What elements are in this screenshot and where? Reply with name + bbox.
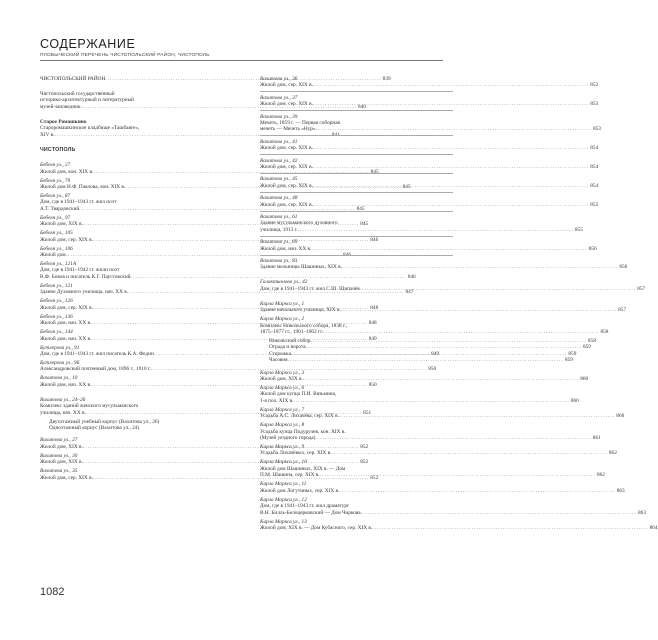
dot-leader bbox=[288, 357, 564, 363]
toc-entry-text: музей-заповедник bbox=[40, 103, 81, 110]
street-address: Карла Маркса ул., 10 bbox=[260, 459, 307, 466]
toc-entry-text: мечеть — Мечеть «Нур» bbox=[260, 126, 316, 133]
toc-entry-text: Жилой дом, XIX в. bbox=[260, 376, 303, 383]
page-number: 1082 bbox=[40, 586, 65, 598]
toc-page-number: 859 bbox=[568, 350, 577, 357]
street-address: Галактионова ул., 42 bbox=[260, 279, 308, 286]
street-address: Бебеля ул., 79 bbox=[40, 177, 71, 184]
toc-entry-line[interactable] bbox=[40, 273, 416, 280]
toc-entry-description: Дом, где в 1941–1943 гг. жил поэт bbox=[40, 199, 117, 206]
entry-divider bbox=[260, 192, 453, 193]
toc-entry-text: Дом, где в 1941–1943 гг. жил писатель К.А. Федин bbox=[40, 350, 154, 357]
toc-entry-description: Чистопольский государственный bbox=[40, 91, 115, 97]
toc-page-number: 846 bbox=[407, 273, 416, 280]
dot-leader bbox=[313, 145, 589, 151]
toc-page-number: 857 bbox=[637, 285, 646, 292]
toc-entry-text: училища, 1913 г. bbox=[260, 226, 298, 233]
toc-entry-text: Жилой дом, XIX в. — Дом Кубасного, сер. XIX в. bbox=[260, 524, 373, 531]
toc-page-number: 847 bbox=[405, 289, 414, 296]
street-address: Бебеля ул., 27 bbox=[40, 162, 71, 169]
toc-page-number: 855 bbox=[590, 201, 599, 208]
street-address: Вахитова ул., 10 bbox=[40, 375, 78, 382]
toc-page-number: 852 bbox=[360, 443, 369, 450]
toc-page-number: 854 bbox=[590, 145, 599, 152]
toc-entry-text: XIV в. bbox=[40, 131, 55, 138]
street-address: Карла Маркса ул., 2 bbox=[260, 316, 305, 323]
street-address: Бебеля ул., 87 bbox=[40, 193, 71, 200]
street-address: Карла Маркса ул., 1 bbox=[260, 300, 305, 307]
toc-entry-text: Жилой дом, XIX в. bbox=[40, 459, 83, 466]
dot-leader bbox=[339, 413, 615, 419]
street-address: Вахитова ул., 35 bbox=[40, 468, 78, 475]
toc-entry-line[interactable] bbox=[260, 226, 583, 233]
dot-leader bbox=[313, 164, 589, 170]
dot-leader bbox=[342, 264, 618, 270]
toc-entry-line[interactable] bbox=[260, 126, 601, 133]
toc-page-number: 846 bbox=[343, 252, 351, 259]
toc-entry-text: Жилой дом, кон. XIX в. bbox=[40, 168, 94, 175]
dot-leader bbox=[298, 227, 574, 233]
toc-entry-line[interactable] bbox=[260, 101, 599, 108]
street-address: Бебеля ул., 106 bbox=[40, 245, 73, 252]
dot-leader bbox=[332, 450, 608, 456]
toc-entry-line[interactable] bbox=[260, 509, 646, 516]
toc-entry-text: Усадьба А.С. Лихачёва, сер. XIX в. bbox=[260, 413, 339, 420]
street-address: Бутлерова ул., 91 bbox=[40, 344, 80, 351]
dot-leader bbox=[372, 525, 648, 531]
toc-page-number: 848 bbox=[370, 304, 379, 311]
toc-page-number: 845 bbox=[402, 184, 411, 191]
toc-entry-text: Здание Духовного училища, нач. XX в. bbox=[40, 289, 129, 296]
toc-page-number: 849 bbox=[431, 350, 440, 357]
toc-page-number: 859 bbox=[564, 357, 573, 364]
dot-leader bbox=[313, 202, 589, 208]
toc-entry-text: училища, нач. XX в. bbox=[40, 409, 86, 416]
section-heading: ЧИСТОПОЛЬ bbox=[40, 146, 76, 153]
toc-entry-line[interactable] bbox=[40, 252, 351, 259]
street-address: Вахитова ул., 45 bbox=[260, 176, 298, 183]
street-address: Вахитова ул., 37 bbox=[260, 94, 298, 101]
toc-entry-line[interactable] bbox=[260, 82, 599, 89]
street-address: Вахитова ул., 39 bbox=[260, 113, 298, 120]
street-address: Карла Маркса ул., 9 bbox=[260, 444, 305, 451]
dot-leader bbox=[339, 488, 615, 494]
dot-leader bbox=[316, 126, 592, 132]
toc-page-number: 857 bbox=[618, 307, 627, 314]
street-address: Вахитова ул., 48 bbox=[260, 195, 298, 202]
toc-entry-text: Жилой дом, сер. XIX в. bbox=[40, 304, 93, 311]
toc-entry-text: Усадьба Лихачёвых, сер. XIX в. bbox=[260, 450, 332, 457]
toc-page-number: 862 bbox=[596, 472, 605, 479]
toc-entry-text: Часовня bbox=[269, 357, 288, 364]
street-address: Вахитова ул., 42 bbox=[260, 157, 298, 164]
toc-entry-text: В.Н. Билль-Белоцерковский — Дом Чиркова bbox=[260, 509, 361, 516]
toc-entry-text: Ограда и ворота bbox=[269, 344, 306, 351]
toc-entry-text: Здание мельницы Шашиных, XIX в. bbox=[260, 264, 342, 271]
toc-page-number: 846 bbox=[370, 236, 379, 243]
toc-entry-text: Жилой дом, сер. XIX в. bbox=[260, 101, 313, 108]
street-address: Вахитова ул., 30 bbox=[40, 452, 78, 459]
dot-leader bbox=[313, 101, 589, 107]
toc-entry-line[interactable] bbox=[260, 145, 599, 152]
toc-entry-line[interactable] bbox=[40, 131, 340, 138]
street-address: Вахитова ул., 36 bbox=[260, 76, 298, 82]
street-address: Карла Маркса ул., 8 bbox=[260, 422, 305, 429]
toc-page-number: 860 bbox=[580, 376, 589, 383]
street-address: Карла Маркса ул., 11 bbox=[260, 481, 307, 488]
toc-page-number: 863 bbox=[616, 487, 625, 494]
toc-entry-text: А.Т. Твардовский bbox=[40, 205, 80, 212]
dot-leader bbox=[311, 246, 587, 252]
toc-page-number: 848 bbox=[368, 320, 377, 327]
street-address: Бебеля ул., 144 bbox=[40, 329, 73, 336]
entry-divider bbox=[260, 110, 453, 111]
street-address: Вахитова ул., 83 bbox=[260, 257, 298, 264]
dot-leader bbox=[303, 376, 579, 382]
toc-page-number: 863 bbox=[638, 509, 646, 516]
locality-heading: Старое Ромашкино bbox=[40, 118, 87, 125]
toc-entry-description: Дом, где в 1941–1943 гг. жил драматург bbox=[260, 503, 350, 510]
toc-entry-description: Староромашкинское кладбище «Ташбаяге», bbox=[40, 125, 140, 132]
toc-page-number: 864 bbox=[649, 524, 658, 531]
page-subtitle: ПЛОБЫЧЕСКИЙ ПЕРЕЧЕНЬ ЧИСТОПОЛЬСКИЙ РАЙОН, ЧИСТОПОЛЬ bbox=[40, 53, 210, 58]
toc-entry-description: Комплекс Никольского собора, 1838 г., bbox=[260, 322, 348, 329]
toc-entry-line[interactable] bbox=[260, 376, 589, 383]
toc-page-number: 856 bbox=[588, 245, 597, 252]
street-address: Бебеля ул., 121 bbox=[40, 282, 73, 289]
street-address: Карла Маркса ул., 12 bbox=[260, 496, 307, 503]
toc-entry-text: Жилой дом, сер. XIX в. bbox=[40, 474, 93, 481]
toc-entry-text: Жилой дом, нач. XX в. bbox=[40, 335, 92, 342]
dot-leader bbox=[315, 435, 591, 441]
toc-page-number: 853 bbox=[592, 126, 601, 133]
street-address: Бебеля ул., 105 bbox=[40, 230, 73, 237]
sub-entry: Одноэтажный корпус (Вахитова ул., 24) bbox=[49, 424, 140, 431]
toc-page-number: 854 bbox=[590, 164, 599, 170]
street-address: Бебеля ул., 121А bbox=[40, 261, 77, 268]
street-address: Бебеля ул., 136 bbox=[40, 313, 73, 320]
toc-entry-text: Жилой дом, сер. XIX в. bbox=[260, 82, 313, 89]
street-address: Вахитова ул., 24–26 bbox=[40, 396, 86, 403]
toc-page-number: 860 bbox=[616, 413, 625, 420]
toc-entry-description: Усадьба купца Подурулев, кон. XIX в. bbox=[260, 428, 346, 435]
toc-entry-text: Никольский собор bbox=[269, 338, 311, 345]
toc-entry-line[interactable] bbox=[260, 397, 579, 404]
toc-page-number: 854 bbox=[590, 182, 599, 189]
toc-entry-description: Комплекс зданий женского мусульманского bbox=[40, 403, 139, 410]
entry-divider bbox=[260, 211, 453, 212]
entry-divider bbox=[260, 255, 453, 256]
dot-leader bbox=[313, 183, 589, 189]
toc-entry-line[interactable] bbox=[260, 245, 597, 252]
toc-entry-line[interactable] bbox=[260, 164, 599, 170]
toc-entry-description: Жилой дом Шашиных, XIX в. — Дом bbox=[260, 465, 346, 472]
toc-entry-description: Жилой дом купца П.И. Вязьмина, bbox=[260, 391, 337, 398]
toc-page-number: 851 bbox=[363, 409, 372, 416]
toc-entry-text: Жилой дом, сер. XIX в. bbox=[260, 182, 313, 189]
toc-right-column bbox=[260, 76, 658, 534]
toc-entry-text: Жилой дом Н.Ф. Павлова, кон. XIX в. bbox=[40, 184, 126, 191]
toc-entry-text: Жилой дом, XIX в. bbox=[40, 221, 83, 228]
toc-entry-text: Жилой дом, нач. XX в. bbox=[40, 381, 92, 388]
entry-divider bbox=[260, 173, 453, 174]
toc-entry-text: Жилой дом, сер. XIX в. bbox=[260, 145, 313, 152]
toc-page-number: 840 bbox=[357, 103, 366, 110]
toc-entry-line[interactable] bbox=[260, 435, 601, 442]
street-address: Вахитова ул., 41 bbox=[260, 138, 298, 145]
toc-entry-text: 1-я пол. XIX в. bbox=[260, 397, 294, 404]
entry-divider bbox=[260, 154, 453, 155]
toc-entry-line[interactable] bbox=[40, 168, 379, 175]
toc-page-number: 850 bbox=[368, 381, 377, 388]
toc-entry-description: Дом, где в 1941–1942 гг. жили поэт bbox=[40, 267, 120, 274]
street-address: Карла Маркса ул., 13 bbox=[260, 518, 307, 525]
street-address: Вахитова ул., 61 bbox=[260, 213, 298, 220]
toc-entry-line[interactable] bbox=[260, 264, 628, 271]
toc-entry-text: Жилой дом, нач. XX в. bbox=[40, 320, 92, 327]
toc-entry-text: Жилой дом bbox=[40, 252, 66, 259]
toc-page-number: 841 bbox=[331, 131, 340, 138]
street-address: Вахитова ул., 27 bbox=[40, 437, 78, 444]
street-address: Бебеля ул., 97 bbox=[40, 214, 71, 221]
dot-leader bbox=[323, 329, 599, 335]
toc-page-number: 858 bbox=[587, 338, 596, 345]
toc-entry-text: 1875–1877 гг., 1901–1902 гг. bbox=[260, 329, 324, 336]
street-address: Карла Маркса ул., 7 bbox=[260, 406, 305, 413]
dot-leader bbox=[341, 304, 617, 313]
toc-entry-line[interactable] bbox=[40, 205, 365, 212]
toc-page-number: 852 bbox=[360, 459, 369, 466]
toc-entry-line[interactable] bbox=[260, 450, 617, 457]
toc-entry-line[interactable] bbox=[260, 329, 609, 336]
toc-entry-text: Здание начального училища, XIX в. bbox=[260, 307, 341, 314]
toc-entry-text: Жилой дом, сер. XIX в. bbox=[260, 201, 313, 208]
toc-page-number: 860 bbox=[570, 397, 579, 404]
toc-entry-line[interactable] bbox=[260, 487, 625, 494]
toc-entry-text: Жилой дом, XIX в. bbox=[40, 443, 83, 450]
header-rule bbox=[40, 60, 443, 61]
toc-entry-line[interactable] bbox=[260, 304, 627, 314]
street-address: Бебеля ул., 126 bbox=[40, 298, 73, 305]
toc-entry-line[interactable] bbox=[40, 381, 377, 388]
dot-leader bbox=[361, 510, 637, 516]
street-address: Карла Маркса ул., 3 bbox=[260, 369, 305, 376]
toc-entry-line[interactable] bbox=[260, 182, 599, 189]
toc-entry-line[interactable] bbox=[40, 289, 414, 296]
toc-entry-text: ЧИСТОПОЛЬСКИЙ РАЙОН bbox=[40, 76, 106, 82]
toc-entry-line[interactable] bbox=[260, 413, 625, 420]
toc-entry-line[interactable] bbox=[260, 285, 646, 292]
entry-divider bbox=[260, 135, 453, 136]
toc-entry-description: Мечеть, 1859 г. — Первая соборная bbox=[260, 120, 340, 126]
sub-entry: Двухэтажный учебный корпус (Вахитова ул., 26) bbox=[49, 418, 160, 425]
toc-entry-text: Жилой дом, нач. XX в. bbox=[260, 245, 312, 252]
toc-page-number: 845 bbox=[356, 205, 365, 212]
toc-entry-line[interactable] bbox=[260, 472, 605, 479]
toc-page-number: 845 bbox=[360, 221, 369, 228]
street-address: Вахитова ул., 69 bbox=[260, 239, 298, 246]
toc-page-number: 856 bbox=[619, 264, 628, 271]
toc-page-number: 853 bbox=[590, 101, 599, 108]
toc-entry-line[interactable] bbox=[260, 357, 573, 364]
toc-page-number: 852 bbox=[370, 474, 379, 481]
dot-leader bbox=[293, 398, 569, 404]
toc-entry-text: Дом, где в 1941–1943 гг. жил С.Ш. Щипачёв bbox=[260, 285, 360, 292]
entry-divider bbox=[260, 91, 453, 92]
dot-leader bbox=[320, 472, 596, 478]
toc-entry-description: Здание мусульманского духовного bbox=[260, 220, 338, 227]
street-address: Карла Маркса ул., 6 bbox=[260, 385, 305, 392]
toc-entry-text: Александровский почтенный дом, 1896 г., 1910 г. bbox=[40, 366, 151, 373]
toc-entry-text: Жилой дом, сер. XIX в. bbox=[40, 236, 93, 243]
toc-page-number: 859 bbox=[582, 344, 591, 351]
toc-page-number: 852 bbox=[590, 82, 599, 89]
toc-entry-text: П.М. Шашина, сер. XIX в. bbox=[260, 472, 320, 479]
page-title: СОДЕРЖАНИЕ bbox=[40, 37, 136, 51]
toc-page-number: 862 bbox=[608, 450, 617, 457]
toc-page-number: 855 bbox=[574, 226, 583, 233]
toc-entry-line[interactable] bbox=[260, 201, 599, 208]
toc-page-number: 858 bbox=[600, 329, 609, 336]
toc-entry-text: Жилой дом, сер. XIX в. bbox=[260, 164, 313, 170]
entry-divider bbox=[260, 236, 453, 237]
toc-entry-text: Жилой дом Логутиных, сер. XIX в. bbox=[260, 487, 340, 494]
toc-page-number: 839 bbox=[382, 76, 391, 82]
toc-page-number: 845 bbox=[370, 168, 379, 175]
toc-entry-text: В.Ф. Боков и писатель К.Г. Паустовский bbox=[40, 273, 131, 280]
street-address: Бутлерова ул., 96 bbox=[40, 359, 80, 366]
toc-entry-text: Сторожка bbox=[269, 350, 292, 357]
dot-leader bbox=[313, 82, 589, 88]
toc-page-number: 849 bbox=[368, 335, 377, 342]
toc-entry-text: (Музей уездного города) bbox=[260, 435, 316, 442]
toc-entry-description: историко-архитектурный и литературный bbox=[40, 97, 134, 104]
dot-leader bbox=[360, 286, 636, 292]
toc-page-number: 861 bbox=[592, 435, 601, 442]
toc-page-number: 850 bbox=[428, 366, 437, 373]
toc-entry-line[interactable] bbox=[260, 524, 658, 531]
